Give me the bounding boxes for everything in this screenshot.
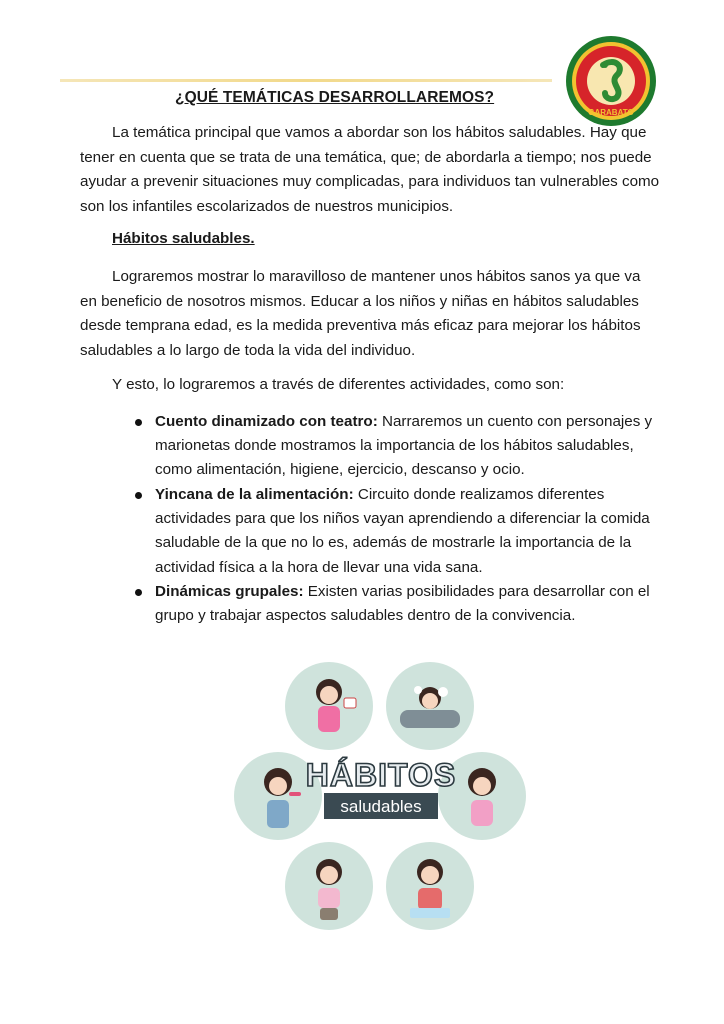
paragraph-line: ayudar a prevenir situaciones muy complicadas, para individuos tan vulnerables como xyxy=(80,173,660,190)
paragraph-line: tener en cuenta que se trata de una temática, que; de abordarla a tiempo; nos puede xyxy=(80,148,652,166)
list-item xyxy=(155,410,685,483)
paragraph-line: Y esto, lo lograremos a través de diferentes actividades, como son: xyxy=(112,376,565,393)
section-subheading: Hábitos saludables. xyxy=(112,230,255,247)
illustration-title: HÁBITOS xyxy=(305,757,457,793)
activity-text: actividades para que los niños vayan aprendiendo a diferenciar la comida xyxy=(155,510,650,528)
paragraph-line: en beneficio de nosotros mismos. Educar a los niños y niñas en hábitos saludables xyxy=(80,292,639,310)
activity-text: grupo y trabajar aspectos saludables dentro de la convivencia. xyxy=(155,607,576,625)
habits-paragraph xyxy=(80,265,670,363)
bullet-icon xyxy=(135,492,142,499)
activity-name: Dinámicas grupales: xyxy=(155,583,304,600)
activity-text: actividad física a la hora de llevar una vida sana. xyxy=(155,558,483,576)
healthy-habits-illustration xyxy=(234,662,528,932)
paragraph-line: desde temprana edad, es la medida preventiva más eficaz para mejorar los hábitos xyxy=(80,317,641,334)
header-rule xyxy=(60,79,552,82)
activity-text: Narraremos un cuento con personajes y xyxy=(377,413,653,430)
activity-text: marionetas donde mostramos la importancia de los hábitos saludables, xyxy=(155,437,634,455)
activity-text: Circuito donde realizamos diferentes xyxy=(353,486,605,503)
bullet-icon xyxy=(135,419,142,426)
page-title: ¿QUÉ TEMÁTICAS DESARROLLAREMOS? xyxy=(175,89,495,106)
activity-text: como alimentación, higiene, ejercicio, descanso y ocio. xyxy=(155,461,525,479)
activity-text: saludable de la que no lo es, además de mostrarle la importancia de la xyxy=(155,534,632,552)
paragraph-line: Lograremos mostrar lo maravilloso de mantener unos hábitos sanos ya que va xyxy=(112,268,641,285)
paragraph-line: son los infantiles escolarizados de nuestros municipios. xyxy=(80,197,454,215)
bullet-icon xyxy=(135,589,142,596)
activity-name: Yincana de la alimentación: xyxy=(155,486,354,503)
activity-name: Cuento dinamizado con teatro: xyxy=(155,413,378,430)
activities-intro xyxy=(80,373,670,398)
logo-text: GARABATO xyxy=(588,108,634,117)
list-item xyxy=(155,483,685,580)
garabato-logo xyxy=(565,35,657,127)
intro-paragraph xyxy=(80,121,670,219)
paragraph-line: saludables a lo largo de toda la vida del individuo. xyxy=(80,341,416,359)
activity-text: Existen varias posibilidades para desarrollar con el xyxy=(303,583,650,600)
list-item xyxy=(155,580,685,628)
illustration-subtitle: saludables xyxy=(340,797,422,816)
paragraph-line: La temática principal que vamos a abordar son los hábitos saludables. Hay que xyxy=(112,124,647,141)
